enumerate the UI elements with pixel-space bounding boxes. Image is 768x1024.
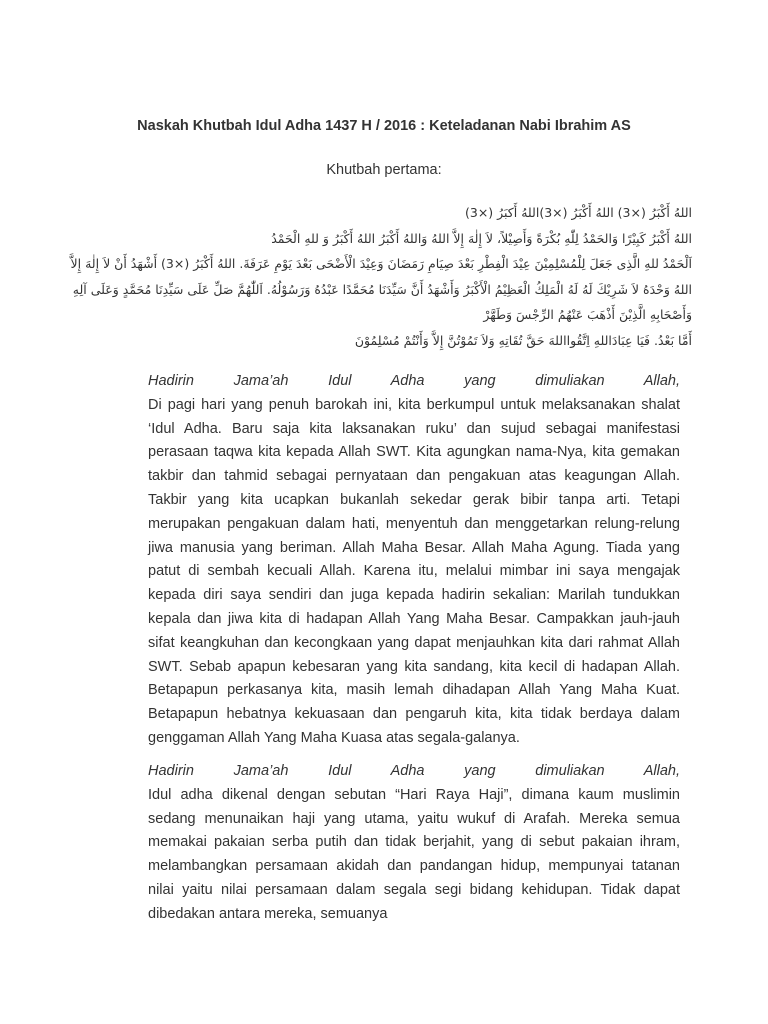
arabic-line: اللهُ وَحْدَهُ لاَ شَرِيْكَ لَهُ لَهُ الْمَلِكُ الْعَظِيْمُ الْأَكْبَرُ وَأَشْهَدُ أَنَّ سَيِّدَنَا مُحَمَّدًا عَبْدُهُ وَرَسُوْلُهُ. اَللّٰهُمَّ صَلِّ عَلَى سَيِّدِنَا مُحَمَّدٍ وَعَلَى آلِهِ <box>72 281 692 297</box>
paragraph-greeting: Hadirin Jama’ah Idul Adha yang dimuliakan Allah, <box>148 763 680 779</box>
arabic-line: أَمَّا بَعْدُ. فَيَا عِبَادَاللهِ اِتَّقُوااللهَ حَقَّ تُقَاتِهِ وَلاَ تَمُوْتُنَّ إِلاَّ وَأَنْتُمْ مُسْلِمُوْنَ <box>354 332 692 348</box>
paragraph-1 <box>148 370 680 751</box>
arabic-line: اللهُ أَكْبَرُ كَبِيْرًا وَالحَمْدُ لِلّٰهِ بُكْرَةً وَأَصِيْلاً، لاَ إِلٰهَ إِلاَّ اللهُ وَاللهُ أَكْبَرُ اللهُ أَكْبَرُ وَ للهِ الْحَمْدُ <box>271 230 692 246</box>
paragraph-body: Idul adha dikenal dengan sebutan “Hari Raya Haji”, dimana kaum muslimin sedang menunaikan haji yang utama, yaitu wukuf di Arafah. Mereka semua memakai pakaian serba putih dan tidak berjahit, yang di sebut pakaian ihram, melambangkan persamaan akidah dan pandangan hidup, mempunyai tatanan nilai yaitu nilai persamaan dalam segala segi bidang kehidupan. Tidak dapat dibedakan antara mereka, semuanya <box>148 786 680 922</box>
arabic-line: وَأَصْحَابِهِ الَّذِيْنَ أَذْهَبَ عَنْهُمُ الرِّجْسَ وَطَهَّرْ <box>483 307 692 322</box>
document-title: Naskah Khutbah Idul Adha 1437 H / 2016 : Keteladanan Nabi Ibrahim AS <box>137 118 631 134</box>
arabic-line: اَلْحَمْدُ للهِ الَّذِى جَعَلَ لِلْمُسْلِمِيْنَ عِيْدَ الْفِطْرِ بَعْدَ صِيَامِ رَمَضَانَ وَعِيْدَ الْأَضْحَى بَعْدَ يَوْمِ عَرَفَةَ. اللهُ أَكْبَرُ (×3) أَشْهَدُ أَنْ لاَ إِلٰهَ إِلاَّ <box>70 256 692 271</box>
arabic-text-block <box>70 200 692 353</box>
paragraph-body: Di pagi hari yang penuh barokah ini, kita berkumpul untuk melaksanakan shalat ‘Idul Adha. Baru saja kita laksanakan ruku’ dan sujud sebagai manifestasi perasaan taqwa kita kepada Allah SWT. Kita agungkan nama-Nya, kita gemakan takbir dan tahmid sebagai pernyataan dan pengakuan atas keagungan Allah. Takbir yang kita ucapkan bukanlah sekedar gerak bibir tanpa arti. Tetapi merupakan pengakuan dalam hati, menyentuh dan menggetarkan relung-relung jiwa manusia yang beriman. Allah Maha Besar. Allah Maha Agung. Tiada yang patut di sembah kecuali Allah. Karena itu, melalui mimbar ini saya mengajak kepada diri saya sendiri dan juga kepada hadirin sekalian: Marilah tundukkan kepala dan jiwa kita di hadapan Allah Yang Maha Besar. Campakkan jauh-jauh sifat keangkuhan dan kecongkaan yang dapat menjauhkan kita dari rahmat Allah SWT. Sebab apapun kebesaran yang kita sandang, kita kecil di hadapan Allah. Betapapun perkasanya kita, masih lemah dihadapan Allah Yang Maha Kuat. Betapapun hebatnya kekuasaan dan pengaruh kita, kita tidak berdaya dalam genggaman Allah Yang Maha Kuasa atas segala-galanya. <box>148 396 680 746</box>
paragraph-2 <box>148 760 680 927</box>
arabic-line: اللهُ أَكْبَرُ (×3) اللهُ أَكْبَرُ (×3)اللهُ أَكبَرُ (×3) <box>464 205 692 220</box>
paragraph-greeting: Hadirin Jama’ah Idul Adha yang dimuliakan Allah, <box>148 373 680 389</box>
section-subtitle: Khutbah pertama: <box>326 162 442 178</box>
